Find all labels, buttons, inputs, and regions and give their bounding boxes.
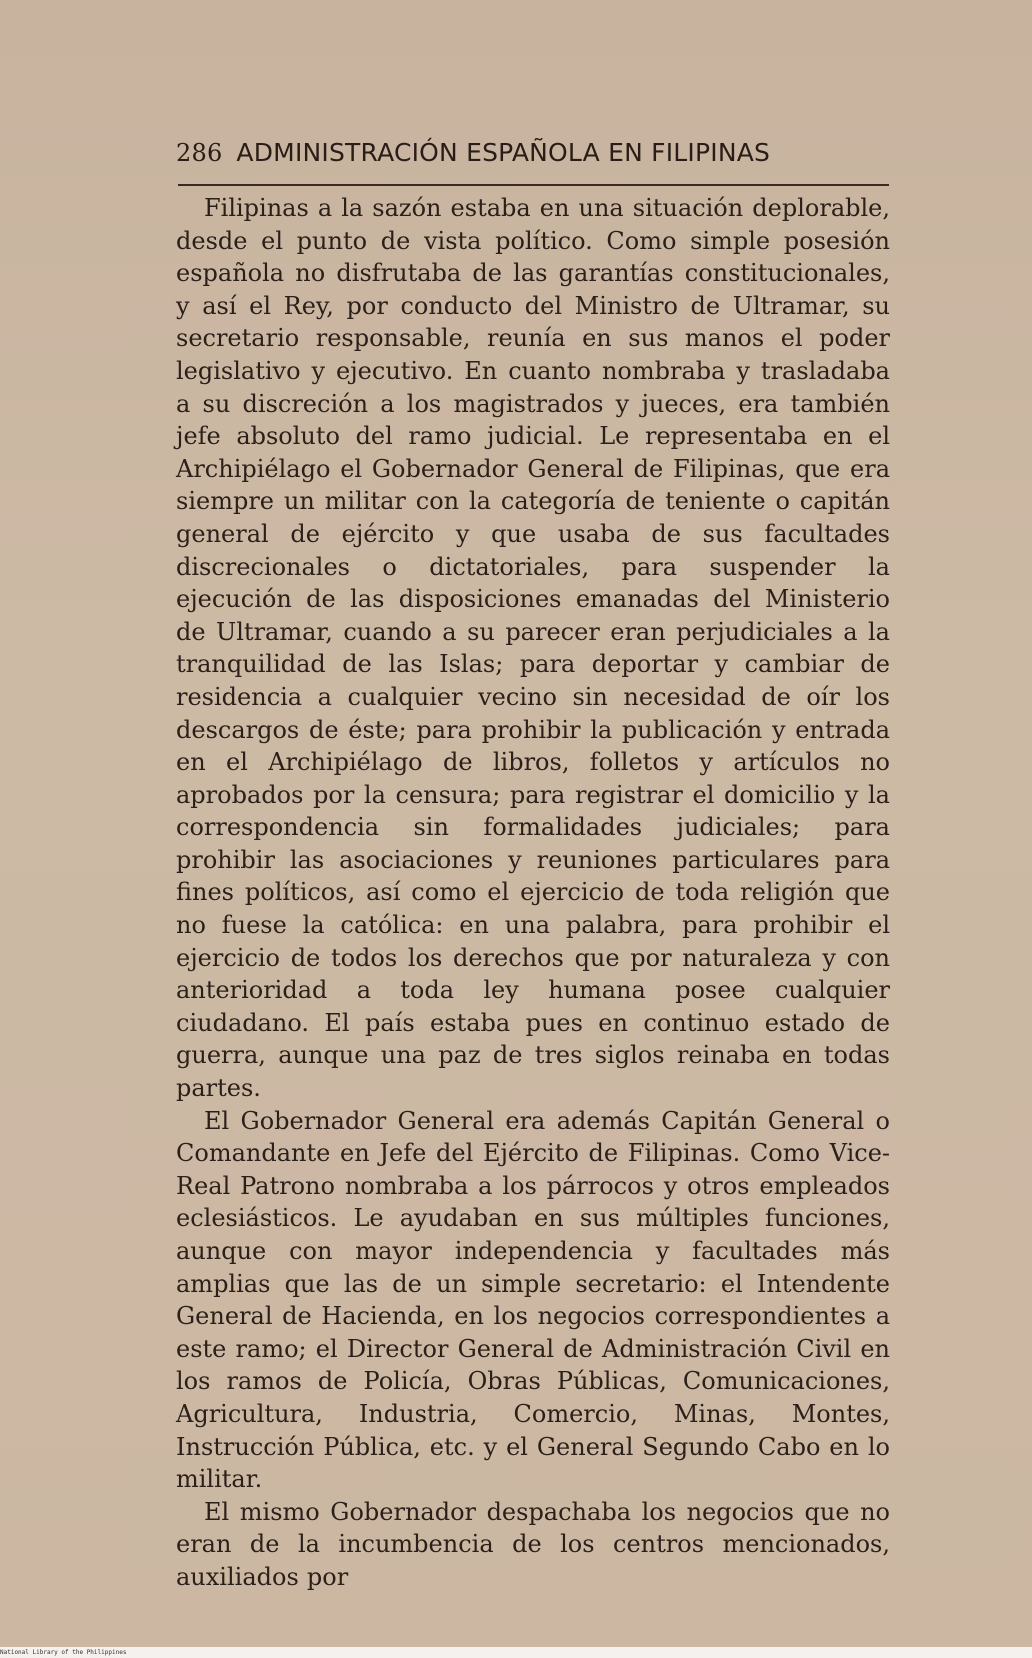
paragraph-3: El mismo Gobernador despachaba los negocios que no eran de la incumbencia de los centros mencionados, auxiliados por <box>176 1497 890 1591</box>
running-title: ADMINISTRACIÓN ESPAÑOLA EN FILIPINAS <box>236 138 771 167</box>
paragraph-1: Filipinas a la sazón estaba en una situación deplorable, desde el punto de vista político. Como simple posesión española no disfrutaba de las garantías constitucionales, y así el Rey, por conducto del Ministro de Ultramar, su secretario responsable, reunía en sus manos el poder legislativo y ejecutivo. En cuanto nombraba y trasladaba a su discreción a los magistrados y jueces, era también jefe absoluto del ramo judicial. Le representaba en el Archipiélago el Gobernador General de Filipinas, que era siempre un militar con la categoría de teniente o capitán general de ejército y que usaba de sus facultades discrecionales o dictatoriales, para suspender la ejecución de las disposiciones emanadas del Ministerio de Ultramar, cuando a su parecer eran perjudiciales a la tranquilidad de las Islas; para deportar y cambiar de residencia a cualquier vecino sin necesidad de oír los descargos de éste; para prohibir la publicación y entrada en el Archipiélago de libros, folletos y artículos no aprobados por la censura; para registrar el domicilio y la correspondencia sin formalidades judiciales; para prohibir las asociaciones y reuniones particulares para fines políticos, así como el ejercicio de toda religión que no fuese la católica: en una palabra, para prohibir el ejercicio de todos los derechos que por naturaleza y con anterioridad a toda ley humana posee cualquier ciudadano. El país estaba pues en continuo estado de guerra, aunque una paz de tres siglos reinaba en todas partes. <box>176 194 890 1103</box>
body-text <box>176 192 890 1594</box>
paragraph-2: El Gobernador General era además Capitán General o Comandante en Jefe del Ejército de Filipinas. Como Vice-Real Patrono nombraba a los párrocos y otros empleados eclesiásticos. Le ayudaban en sus múltiples funciones, aunque con mayor independencia y facultades más amplias que las de un simple secretario: el Intendente General de Hacienda, en los negocios correspondientes a este ramo; el Director General de Administración Civil en los ramos de Policía, Obras Públicas, Comunicaciones, Agricultura, Industria, Comercio, Minas, Montes, Instrucción Pública, etc. y el General Segundo Cabo en lo militar. <box>176 1106 890 1494</box>
library-credit: National Library of the Philippines <box>0 1649 127 1656</box>
running-header <box>176 138 891 182</box>
page-number: 286 <box>176 139 223 167</box>
scan-footer <box>0 1648 300 1658</box>
header-rule <box>178 184 889 186</box>
